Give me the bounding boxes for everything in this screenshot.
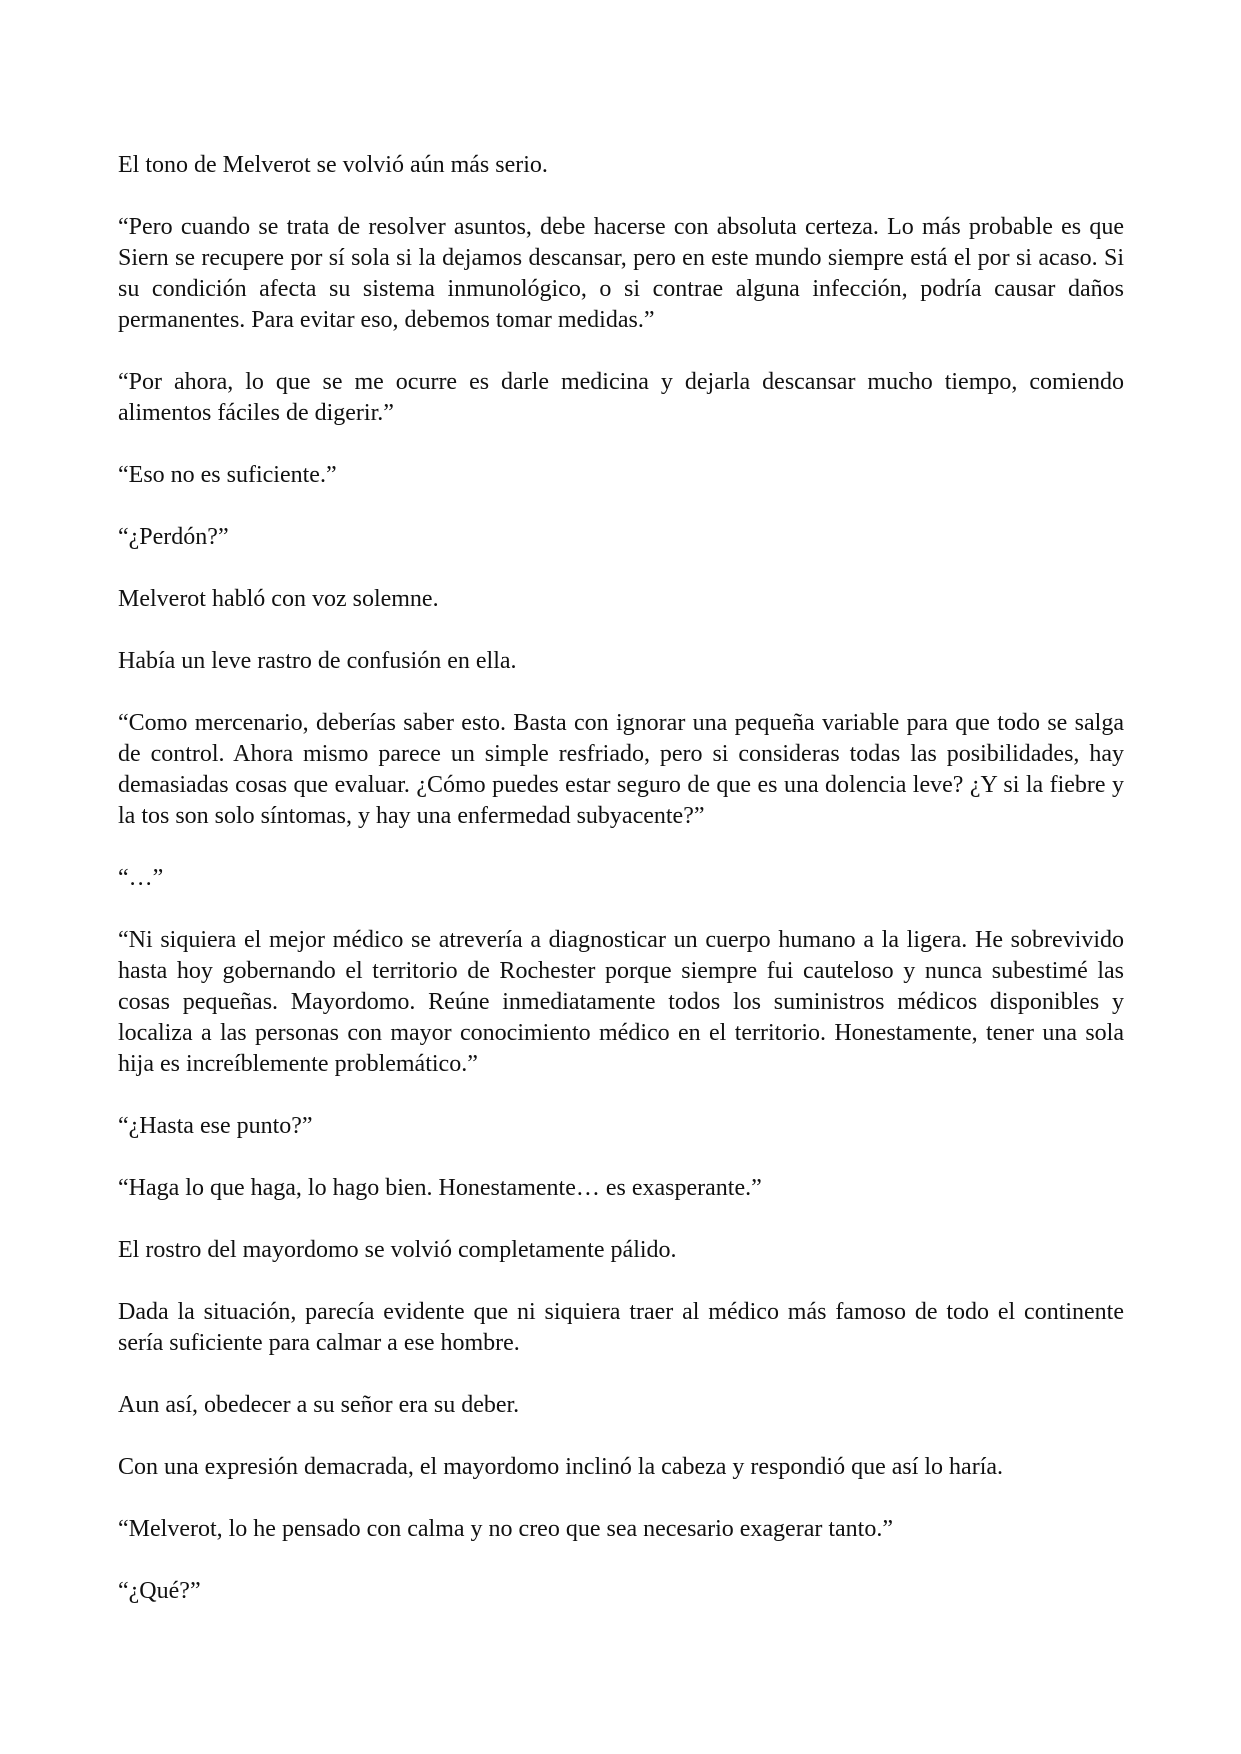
paragraph: Dada la situación, parecía evidente que ni siquiera traer al médico más famoso de todo el continente sería suficiente para calmar a ese hombre. bbox=[118, 1299, 1124, 1356]
document-body bbox=[118, 150, 1124, 1638]
paragraph: “¿Perdón?” bbox=[118, 524, 229, 550]
paragraph: “Haga lo que haga, lo hago bien. Honestamente… es exasperante.” bbox=[118, 1175, 762, 1201]
paragraph: “Como mercenario, deberías saber esto. Basta con ignorar una pequeña variable para que todo se salga de control. Ahora mismo parece un simple resfriado, pero si consideras todas las posibilidades, hay demasiadas cosas que evaluar. ¿Cómo puedes estar seguro de que es una dolencia leve? ¿Y si la fiebre y la tos son solo síntomas, y hay una enfermedad subyacente?” bbox=[118, 710, 1124, 829]
paragraph: “Eso no es suficiente.” bbox=[118, 462, 337, 488]
paragraph: “Por ahora, lo que se me ocurre es darle medicina y dejarla descansar mucho tiempo, comiendo alimentos fáciles de digerir.” bbox=[118, 369, 1124, 426]
paragraph: El tono de Melverot se volvió aún más serio. bbox=[118, 152, 548, 178]
paragraph: “¿Hasta ese punto?” bbox=[118, 1113, 313, 1139]
paragraph: Aun así, obedecer a su señor era su deber. bbox=[118, 1392, 520, 1418]
paragraph: Melverot habló con voz solemne. bbox=[118, 586, 439, 612]
paragraph: El rostro del mayordomo se volvió completamente pálido. bbox=[118, 1237, 677, 1263]
paragraph: Había un leve rastro de confusión en ella. bbox=[118, 648, 517, 674]
paragraph: “Ni siquiera el mejor médico se atrevería a diagnosticar un cuerpo humano a la ligera. He sobrevivido hasta hoy gobernando el territorio de Rochester porque siempre fui cauteloso y nunca subestimé las cosas pequeñas. Mayordomo. Reúne inmediatamente todos los suministros médicos disponibles y localiza a las personas con mayor conocimiento médico en el territorio. Honestamente, tener una sola hija es increíblemente problemático.” bbox=[118, 927, 1124, 1077]
paragraph: “Pero cuando se trata de resolver asuntos, debe hacerse con absoluta certeza. Lo más probable es que Siern se recupere por sí sola si la dejamos descansar, pero en este mundo siempre está el por si acaso. Si su condición afecta su sistema inmunológico, o si contrae alguna infección, podría causar daños permanentes. Para evitar eso, debemos tomar medidas.” bbox=[118, 214, 1124, 333]
paragraph: “¿Qué?” bbox=[118, 1578, 201, 1604]
paragraph: “Melverot, lo he pensado con calma y no creo que sea necesario exagerar tanto.” bbox=[118, 1516, 893, 1542]
paragraph: Con una expresión demacrada, el mayordomo inclinó la cabeza y respondió que así lo haría. bbox=[118, 1454, 1004, 1480]
paragraph: “…” bbox=[118, 865, 164, 891]
